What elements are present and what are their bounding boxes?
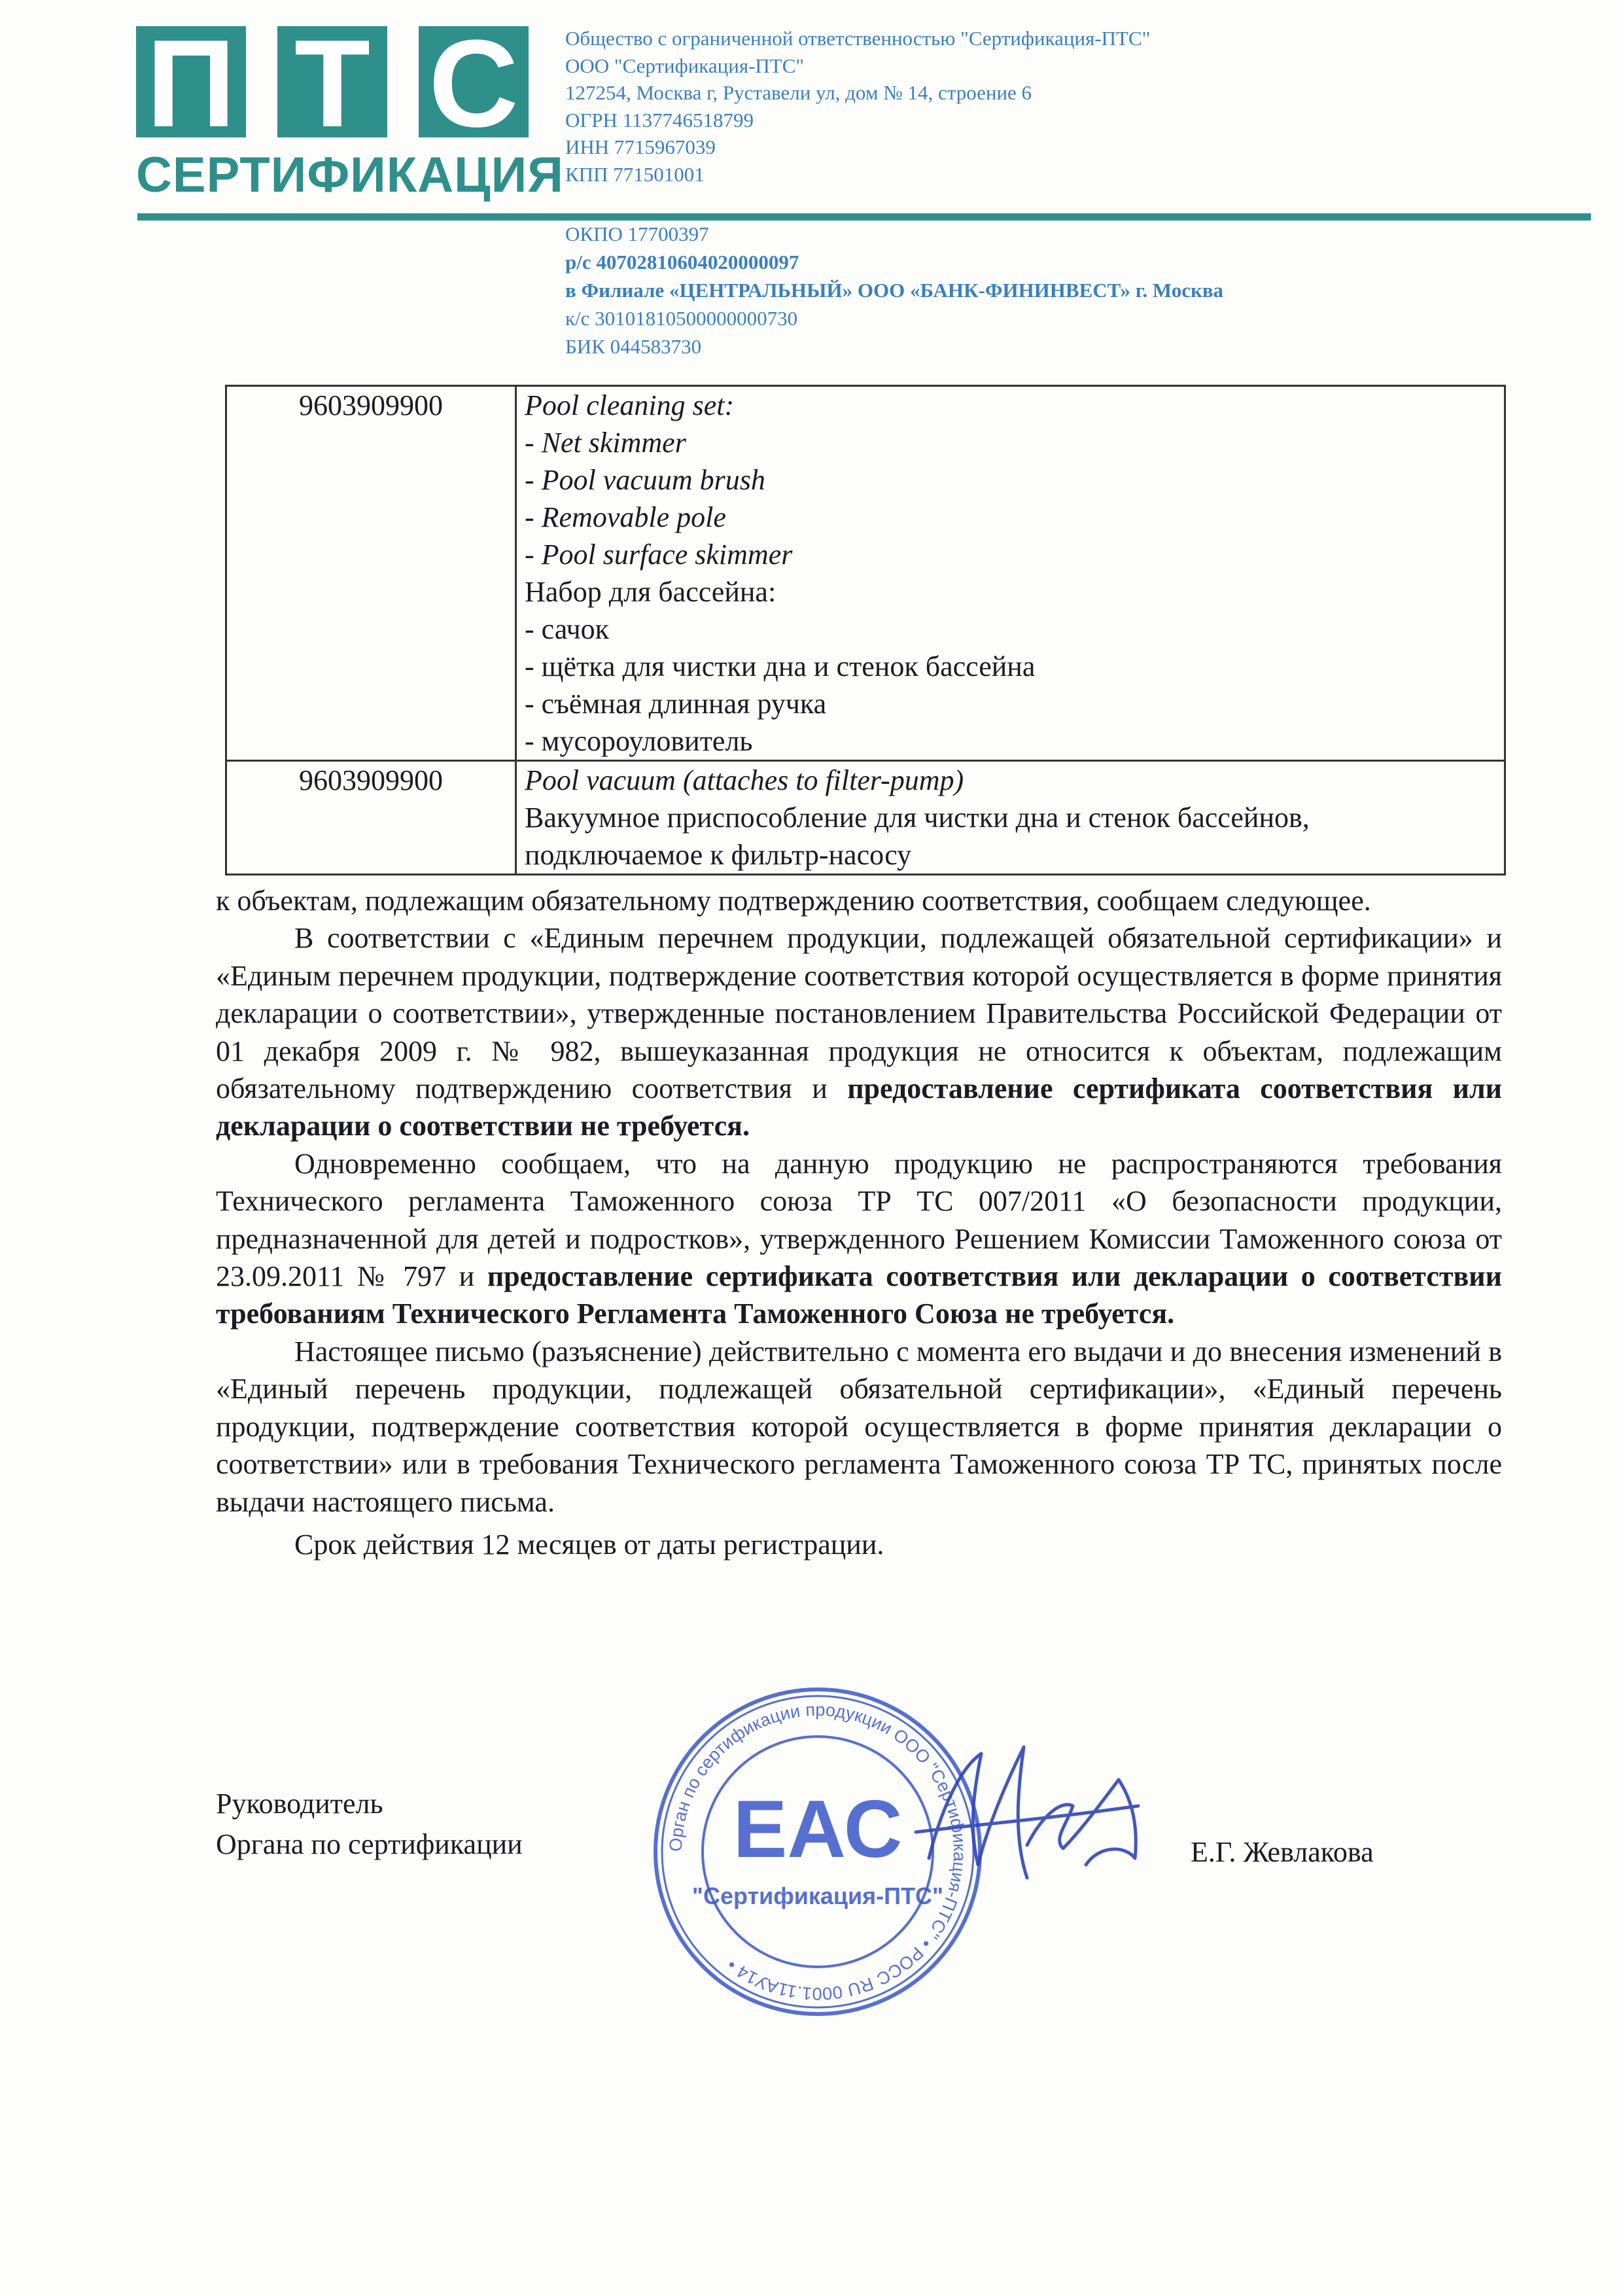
product-ru-line: - щётка для чистки дна и стенок бассейна bbox=[525, 650, 1036, 682]
signatory-title-line: Органа по сертификации bbox=[216, 1828, 523, 1860]
paragraph-bold-conclusion: предоставление сертификата соответствия или декларации о соответствии требованиям Технического Регламента Таможенного Союза не требуется. bbox=[216, 1260, 1502, 1330]
correspondent-account: к/с 30101810500000000730 bbox=[565, 307, 798, 330]
company-details bbox=[565, 25, 1150, 188]
table-row bbox=[226, 761, 1505, 875]
product-en-line: - Net skimmer bbox=[525, 427, 686, 459]
product-ru-line: Набор для бассейна: bbox=[525, 576, 777, 608]
logo-wordmark: СЕРТИФИКАЦИЯ bbox=[136, 147, 564, 203]
paragraph-term: Срок действия 12 месяцев от даты регистрации. bbox=[294, 1528, 884, 1561]
product-en-line: - Pool vacuum brush bbox=[525, 464, 765, 496]
tnved-code: 9603909900 bbox=[226, 386, 516, 761]
paragraph-bold-conclusion: предоставление сертификата соответствия или декларации о соответствии не требуется. bbox=[216, 1072, 1503, 1142]
paragraph-validity: Настоящее письмо (разъяснение) действительно с момента его выдачи и до внесения изменений в «Единый перечень продукции, подлежащей обязательной сертификации», «Единый перечень продукции, подтверждение соответствия которой осуществляется в форме принятия декларации о соответствии» или в требования Технического регламента Таможенного союза ТР ТС, принятых после выдачи настоящего письма. bbox=[216, 1335, 1502, 1518]
paragraph-conformity bbox=[216, 919, 1502, 1144]
paragraph-text: Одновременно сообщаем, что на данную продукцию не распространяются требования Технического регламента Таможенного союза ТР ТС 007/2011 «О безопасности продукции, предназначенной для детей и подростков», утвержденного Решением Комиссии Таможенного союза от 23.09.2011 № 797 и bbox=[216, 1147, 1502, 1293]
product-description bbox=[516, 761, 1505, 875]
company-short-name: ООО "Сертификация-ПТС" bbox=[565, 54, 805, 77]
product-en-line: Pool cleaning set: bbox=[525, 389, 735, 421]
signatory-name: Е.Г. Жевлакова bbox=[1191, 1836, 1374, 1868]
product-ru-line: подключаемое к фильтр-насосу bbox=[525, 839, 912, 871]
company-full-name: Общество с ограниченной ответственностью "Сертификация-ПТС" bbox=[565, 27, 1151, 50]
logo-letter-t: Т bbox=[277, 26, 387, 137]
product-en-line: Pool vacuum (attaches to filter-pump) bbox=[525, 764, 964, 796]
eac-mark: ЕАС bbox=[733, 1784, 903, 1875]
company-inn: ИНН 7715967039 bbox=[565, 135, 716, 158]
product-ru-line: - съёмная длинная ручка bbox=[525, 688, 827, 720]
stamp-center-text: "Сертификация-ПТС" bbox=[691, 1882, 944, 1909]
paragraph-technical-regulation bbox=[216, 1145, 1502, 1333]
product-en-line: - Pool surface skimmer bbox=[525, 539, 793, 571]
paragraph-text: В соответствии с «Единым перечнем продукции, подлежащей обязательной сертификации» и «Единым перечнем продукции, подтверждение соответствия которой осуществляется в форме принятия декларации о соответствии», утвержденные постановлением Правительства Российской Федерации от 01 декабря 2009 г. № 982, вышеуказанная продукция не относится к объектам, подлежащим обязательному подтверждению соответствия и bbox=[216, 922, 1502, 1105]
bank-bik: БИК 044583730 bbox=[565, 335, 702, 358]
product-table bbox=[225, 385, 1506, 875]
company-address: 127254, Москва г, Руставели ул, дом № 14, строение 6 bbox=[565, 81, 1032, 104]
product-en-line: - Removable pole bbox=[525, 501, 726, 533]
bank-account: р/с 40702810604020000097 bbox=[565, 251, 799, 274]
company-ogrn: ОГРН 1137746518799 bbox=[565, 108, 754, 132]
letter-body bbox=[216, 882, 1502, 1563]
company-logo bbox=[136, 14, 564, 203]
logo-letter-p: П bbox=[136, 26, 246, 137]
product-description bbox=[516, 386, 1505, 761]
table-row bbox=[226, 386, 1505, 761]
logo-letter-s: С bbox=[419, 26, 529, 137]
stamp-ring-text: Орган по сертификации продукции ООО "Сертификация-ПТС" • РОСС RU 0001.11АУ14 • bbox=[665, 1699, 970, 2004]
company-okpo: ОКПО 17700397 bbox=[565, 222, 709, 245]
bank-details bbox=[565, 220, 1223, 361]
company-kpp: КПП 771501001 bbox=[565, 162, 705, 186]
signatory-title bbox=[216, 1784, 523, 1865]
bank-name: в Филиале «ЦЕНТРАЛЬНЫЙ» ООО «БАНК-ФИНИНВЕСТ» г. Москва bbox=[565, 279, 1224, 302]
paragraph-intro: к объектам, подлежащим обязательному подтверждению соответствия, сообщаем следующее. bbox=[216, 885, 1371, 917]
tnved-code: 9603909900 bbox=[226, 761, 516, 875]
product-ru-line: Вакуумное приспособление для чистки дна и стенок бассейнов, bbox=[525, 802, 1310, 834]
handwritten-signature bbox=[903, 1727, 1178, 1898]
product-ru-line: - сачок bbox=[525, 613, 609, 645]
signatory-title-line: Руководитель bbox=[216, 1788, 383, 1820]
product-ru-line: - мусороуловитель bbox=[525, 725, 753, 757]
